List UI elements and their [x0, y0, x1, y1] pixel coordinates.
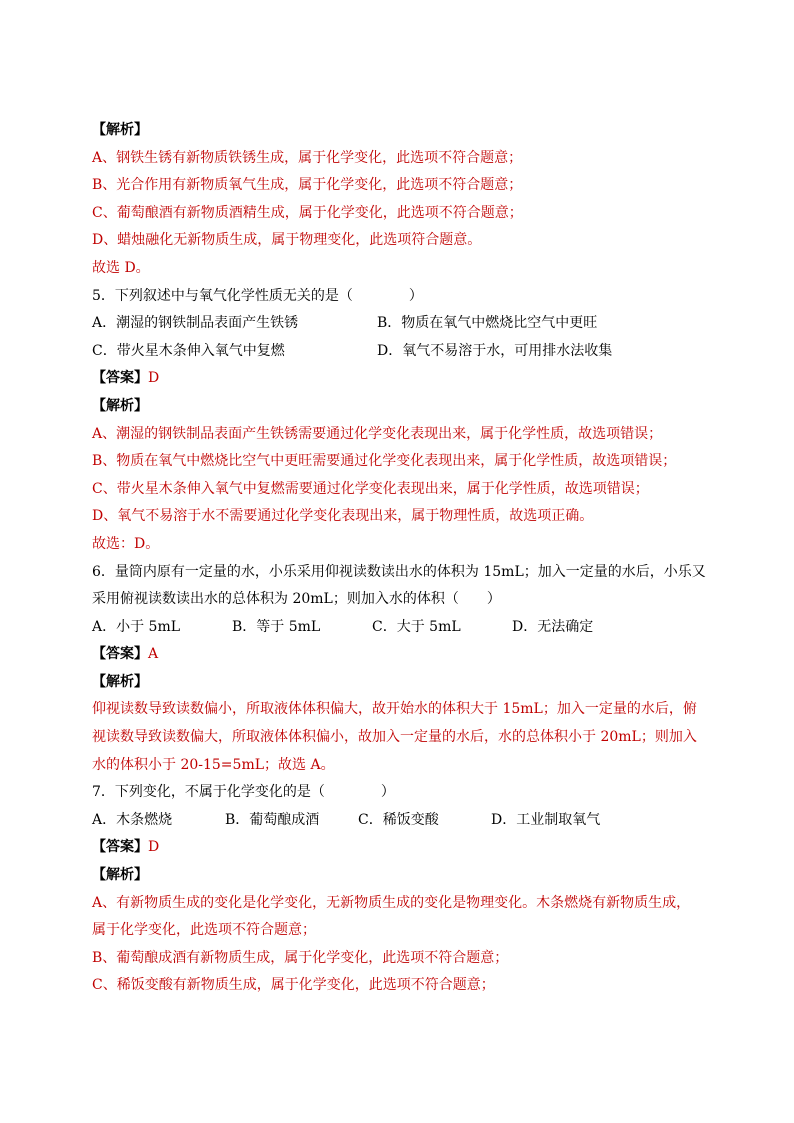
- analysis-line: D、蜡烛融化无新物质生成，属于物理变化，此选项符合题意。: [92, 232, 482, 249]
- question-6-answer: [92, 641, 712, 669]
- analysis-line: D、氧气不易溶于水不需要通过化学变化表现出来，属于物理性质，故选项正确。: [92, 508, 594, 525]
- question-5-option-c: C．带火星木条伸入氧气中复燃: [92, 342, 285, 359]
- question-6-options: [92, 614, 712, 642]
- question-6-option-a: A．小于 5mL: [92, 618, 181, 635]
- question-7-option-a: A．木条燃烧: [92, 811, 173, 828]
- analysis-line: 属于化学变化，此选项不符合题意；: [92, 922, 316, 939]
- question-5-option-a: A．潮湿的钢铁制品表面产生铁锈: [92, 315, 299, 332]
- answer-label: 【答案】: [92, 646, 148, 663]
- analysis-conclusion: 故选 D。: [92, 259, 150, 276]
- question-7-option-b: B．葡萄酿成酒: [225, 811, 320, 828]
- analysis-line: B、葡萄酿成酒有新物质生成，属于化学变化，此选项不符合题意；: [92, 949, 509, 966]
- question-6-stem-line-1: 6．量筒内原有一定量的水，小乐采用仰视读数读出水的体积为 15mL；加入一定量的水后，小乐又: [92, 563, 706, 580]
- analysis-line: C、稀饭变酸有新物质生成，属于化学变化，此选项不符合题意；: [92, 977, 495, 994]
- question-7-option-d: D．工业制取氧气: [491, 811, 601, 828]
- question-5-option-d: D．氧气不易溶于水，可用排水法收集: [377, 342, 613, 359]
- question-5-answer: [92, 365, 712, 393]
- analysis-line: A、潮湿的钢铁制品表面产生铁锈需要通过化学变化表现出来，属于化学性质，故选项错误；: [92, 425, 663, 442]
- answer-value: D: [148, 370, 160, 387]
- document-page: [92, 117, 712, 1000]
- answer-value: A: [148, 646, 159, 663]
- analysis-label: 【解析】: [92, 867, 148, 884]
- question-5-options-row-1: [92, 310, 712, 338]
- question-7-option-c: C．稀饭变酸: [358, 811, 439, 828]
- analysis-line: 水的体积小于 20-15=5mL；故选 A。: [92, 756, 335, 773]
- answer-label: 【答案】: [92, 839, 148, 856]
- analysis-line: C、带火星木条伸入氧气中复燃需要通过化学变化表现出来，属于化学性质，故选项错误；: [92, 480, 649, 497]
- analysis-line: B、光合作用有新物质氧气生成，属于化学变化，此选项不符合题意；: [92, 177, 523, 194]
- analysis-label: 【解析】: [92, 673, 148, 690]
- analysis-line: 视读数导致读数偏大，所取液体体积偏小，故加入一定量的水后，水的总体积小于 20mL；则加入: [92, 729, 697, 746]
- analysis-line: 仰视读数导致读数偏小，所取液体体积偏大，故开始水的体积大于 15mL；加入一定量的水后，俯: [92, 701, 697, 718]
- question-7-answer: [92, 834, 712, 862]
- question-6-option-c: C．大于 5mL: [372, 618, 461, 635]
- question-7-options: [92, 807, 712, 835]
- question-6-option-b: B．等于 5mL: [232, 618, 321, 635]
- question-5-options-row-2: [92, 338, 712, 366]
- question-6-stem-line-2: 采用俯视读数读出水的总体积为 20mL；则加入水的体积（ ）: [92, 591, 501, 608]
- question-5-stem: 5．下列叙述中与氧气化学性质无关的是（ ）: [92, 287, 423, 304]
- analysis-line: A、钢铁生锈有新物质铁锈生成，属于化学变化，此选项不符合题意；: [92, 149, 523, 166]
- analysis-label: 【解析】: [92, 397, 148, 414]
- answer-value: D: [148, 839, 160, 856]
- analysis-line: A、有新物质生成的变化是化学变化，无新物质生成的变化是物理变化。木条燃烧有新物质生成，: [92, 894, 691, 911]
- question-6-option-d: D．无法确定: [512, 618, 594, 635]
- analysis-line: B、物质在氧气中燃烧比空气中更旺需要通过化学变化表现出来，属于化学性质，故选项错误；: [92, 453, 677, 470]
- question-7-stem: 7．下列变化，不属于化学变化的是（ ）: [92, 784, 395, 801]
- analysis-conclusion: 故选：D。: [92, 535, 160, 552]
- question-5-option-b: B．物质在氧气中燃烧比空气中更旺: [377, 315, 598, 332]
- answer-label: 【答案】: [92, 370, 148, 387]
- analysis-label: 【解析】: [92, 122, 148, 138]
- analysis-line: C、葡萄酿酒有新物质酒精生成，属于化学变化，此选项不符合题意；: [92, 204, 523, 221]
